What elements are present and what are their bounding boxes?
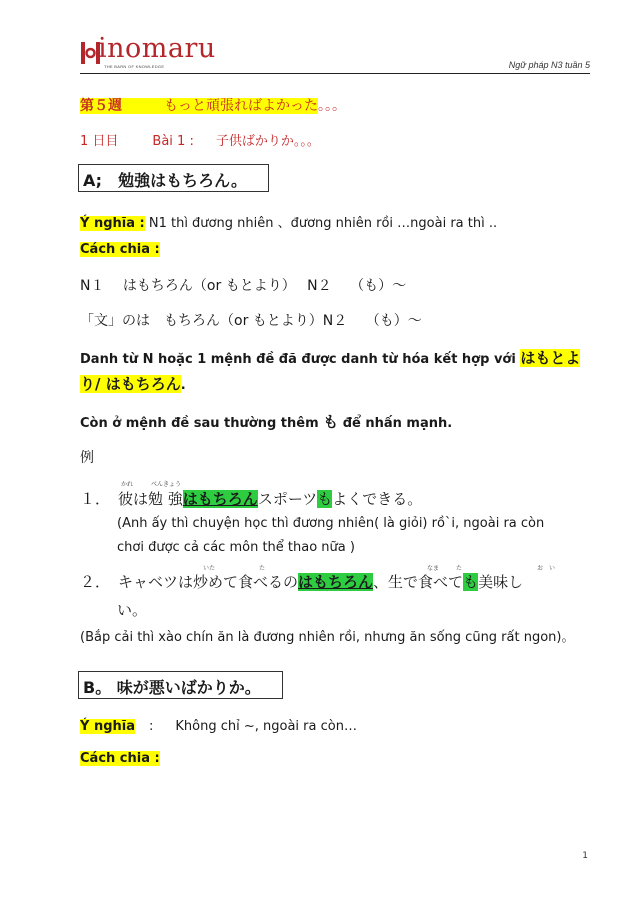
form-line-1: N１ はもちろん（or もとより） N２ （も）～: [80, 278, 407, 294]
ruby-ta-2: た: [456, 565, 463, 572]
example-1-translation-1: (Anh ấy thì chuyện học thì đương nhiên( là giỏi) rồ`i, ngoài ra còn: [117, 516, 545, 531]
example-2-text-c: 美味し: [478, 573, 524, 591]
lesson-line: [80, 130, 320, 149]
section-b-conjugation-label: Cách chia :: [80, 751, 160, 766]
note-2-mo: も: [323, 413, 339, 431]
note-2-line: [80, 411, 452, 432]
conjugation-line: [80, 242, 160, 257]
example-1-text-c: よくできる。: [332, 490, 423, 508]
ruby-oi: お い: [537, 565, 556, 572]
note-2-text-end: để nhấn mạnh.: [338, 416, 453, 431]
section-b-meaning-text: Không chỉ ~, ngoài ra còn…: [175, 719, 357, 734]
note-1-highlight: はもとよ: [520, 349, 581, 367]
example-1-number: １．: [80, 490, 111, 508]
example-2-translation: (Bắp cải thì xào chín ăn là đương nhiên rồi, nhưng ăn sống cũng rất ngon)。: [80, 630, 575, 645]
week-dots: 。。。: [318, 98, 346, 114]
example-1-line: [80, 488, 422, 509]
note-1-line-1: [80, 347, 580, 368]
example-1-mo: も: [317, 490, 333, 508]
week-phrase: もっと頑張ればよかった: [164, 98, 318, 114]
example-2-line: [80, 571, 523, 592]
ruby-ta-1: た: [259, 565, 266, 572]
week-gap: [122, 98, 164, 114]
section-b-heading: B。 味が悪いばかりか。: [83, 678, 261, 697]
logo-tagline: THE BARN OF KNOWLEDGE: [104, 64, 165, 69]
example-1-text-a: 彼は勉 強: [118, 490, 183, 508]
example-label: 例: [80, 450, 94, 466]
week-title: [80, 95, 346, 115]
section-a-heading: A; 勉強はもちろん。: [83, 171, 248, 190]
ruby-benkyou: べんきょう: [151, 481, 182, 488]
section-b-conjugation-line: [80, 751, 160, 766]
lesson-day: 1 日目: [80, 134, 119, 149]
document-title: Ngữ pháp N3 tuần 5: [508, 60, 590, 70]
note-1-text: Danh từ N hoặc 1 mệnh đề đã được danh từ hóa kết hợp với: [80, 352, 521, 367]
page-number: 1: [582, 851, 588, 861]
note-1-end: .: [180, 378, 186, 393]
note-1-highlight-2: り/ はもちろん: [80, 375, 181, 393]
section-b-meaning-colon: :: [148, 719, 154, 734]
example-2-number: ２．: [80, 573, 111, 591]
meaning-line: [80, 212, 497, 231]
meaning-label: Ý nghĩa :: [80, 216, 145, 231]
section-b-meaning-label: Ý nghĩa: [80, 719, 135, 734]
conjugation-label: Cách chia :: [80, 242, 160, 257]
ruby-nama: なま: [427, 565, 440, 572]
example-2-text-b: 、生で食べて: [373, 573, 464, 591]
example-2-line-2: い。: [117, 601, 148, 619]
example-1-text-b: スポーツ: [257, 490, 318, 508]
note-2-text: Còn ở mệnh đề sau thường thêm: [80, 416, 324, 431]
example-1-highlight: はもちろん: [182, 490, 258, 508]
logo-text: inomaru: [98, 33, 216, 64]
example-2-mo: も: [463, 573, 479, 591]
ruby-ita: いた: [203, 565, 216, 572]
example-2-text-a: キャベツは炒めて食べるの: [118, 573, 299, 591]
form-line-2: 「文」のは もちろん（or もとより）N２ （も）～: [80, 313, 422, 329]
section-b-meaning-line: [80, 719, 357, 734]
meaning-text: N1 thì đương nhiên 、đương nhiên rồi …ngoài ra thì ..: [144, 216, 498, 231]
week-label: 第５週: [80, 98, 122, 114]
example-1-translation-2: chơi được cả các môn thể thao nữa ): [117, 540, 355, 555]
header-divider: [80, 73, 590, 74]
example-2-highlight: はもちろん: [298, 573, 374, 591]
lesson-number: Bài 1 :: [152, 134, 194, 149]
lesson-topic: 子供ばかりか。。。: [215, 134, 320, 149]
note-1-line-2: [80, 373, 186, 394]
ruby-kare: かれ: [121, 481, 134, 488]
